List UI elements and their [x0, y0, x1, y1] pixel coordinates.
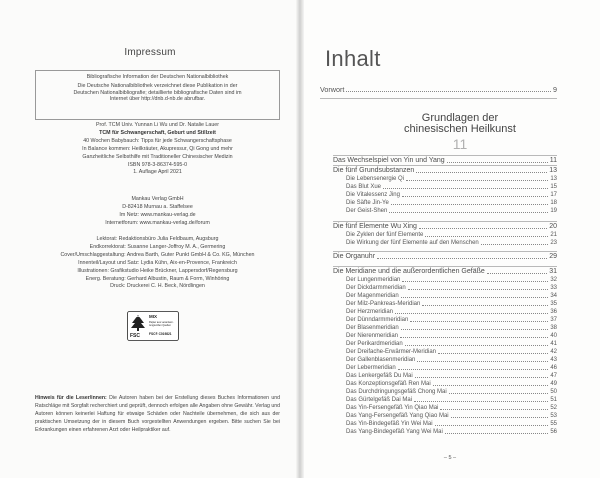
toc-leader [401, 329, 549, 330]
toc-entry[interactable] [333, 253, 557, 261]
credit-line: Energ. Beratung: Gerhard Albustin, Raum & Form, Winhöring [85, 275, 230, 282]
publisher-line: Mankau Verlag GmbH [131, 196, 184, 202]
toc-entry-page: 55 [550, 421, 557, 427]
toc-leader [440, 409, 548, 410]
book-spine [296, 0, 304, 478]
toc-entry[interactable] [346, 388, 557, 396]
toc-entry-page: 18 [550, 200, 557, 206]
toc-leader [410, 321, 548, 322]
toc-entry-page: 9 [553, 85, 557, 94]
toc-entry[interactable] [346, 191, 557, 199]
toc-entry[interactable] [346, 372, 557, 380]
toc-entry-label: Das Lenkergefäß Du Mai [346, 373, 413, 379]
toc-entry-page: 32 [550, 277, 557, 283]
toc-entry[interactable] [346, 231, 557, 239]
toc-leader [402, 281, 548, 282]
toc-leader [451, 417, 549, 418]
toc-entry[interactable] [346, 340, 557, 348]
toc-entry-page: 20 [549, 223, 557, 230]
toc-leader [433, 385, 549, 386]
toc-leader [447, 162, 548, 163]
toc-entry[interactable] [346, 308, 557, 316]
toc-leader [445, 433, 548, 434]
toc-entry-label: Die Meridiane und die außerordentlichen Gefäße [333, 268, 485, 275]
toc-entry[interactable] [346, 396, 557, 404]
toc-entry-page: 29 [549, 253, 557, 260]
toc-entry[interactable] [346, 364, 557, 372]
toc-entry-label: Der Blasenmeridian [346, 325, 399, 331]
toc-entry[interactable] [346, 428, 557, 436]
toc-entry-label: Das Yang-Bindegefäß Yang Wei Mai [346, 429, 443, 435]
toc-entry[interactable] [346, 404, 557, 412]
credit-line: Druck: Druckerei C. H. Beck, Nördlingen [110, 283, 205, 290]
toc-entry-label: Der Nierenmeridian [346, 333, 399, 339]
bib-line: Deutschen Nationalbibliografie; detaillierte bibliografische Daten sind im [73, 89, 242, 96]
toc-entry-label: Der Dreifache-Erwärmer-Meridian [346, 349, 437, 355]
impressum-title: Impressum [124, 47, 176, 58]
bib-line: Internet über http://dnb.d-nb.de abrufbar. [109, 96, 206, 103]
toc-entry[interactable] [346, 199, 557, 207]
toc-entry-label: Das Yin-Bindegefäß Yin Wei Mai [346, 421, 433, 427]
bibliographic-info-box [35, 70, 280, 120]
page-number: – 5 – [443, 455, 457, 461]
toc-entry-label: Das Konzeptionsgefäß Ren Mai [346, 381, 431, 387]
toc-entry-page: 56 [550, 429, 557, 435]
credit-line: Endkorrektorat: Susanne Langer-Joffroy M. A., Germering [89, 243, 226, 250]
toc-entry-page: 11 [549, 157, 557, 164]
toc-entry-page: 13 [550, 176, 557, 182]
toc-entry[interactable] [346, 175, 557, 183]
toc-entry-page: 47 [550, 373, 557, 379]
toc-entry-label: Das Yang-Fersengefäß Yang Qiao Mai [346, 413, 449, 419]
toc-leader [391, 204, 549, 205]
toc-leader [395, 313, 548, 314]
publisher-line: Im Netz: www.mankau-verlag.de [119, 211, 196, 218]
toc-leader [449, 393, 549, 394]
toc-entry-page: 38 [550, 325, 557, 331]
toc-entry-page: 37 [550, 317, 557, 323]
toc-leader [415, 377, 549, 378]
toc-leader [405, 345, 549, 346]
toc-leader [416, 172, 547, 173]
toc-entry-label: Das Yin-Fersengefäß Yin Qiao Mai [346, 405, 439, 411]
divider [333, 155, 557, 156]
toc-entry[interactable] [346, 183, 557, 191]
toc-entry[interactable] [346, 332, 557, 340]
edition: 1. Auflage April 2021 [133, 169, 182, 176]
toc-entry-label: Die Vitalessenz Jing [346, 192, 400, 198]
divider [333, 251, 557, 252]
toc-entry-page: 53 [550, 413, 557, 419]
publisher-line: D-82418 Murnau a. Staffelsee [122, 203, 193, 210]
toc-entry-label: Die fünf Grundsubstanzen [333, 167, 415, 174]
toc-entry[interactable] [346, 276, 557, 284]
toc-entry[interactable] [346, 356, 557, 364]
toc-entry-page: 41 [550, 341, 557, 347]
divider [333, 221, 557, 222]
fsc-line: tungsvollen Quellen [149, 324, 171, 327]
toc-entry-label: Vorwort [320, 85, 345, 94]
toc-entry[interactable] [333, 167, 557, 175]
toc-entry-label: Die Lebensenergie Qi [346, 176, 405, 182]
toc-entry-label: Der Dickdarmmeridian [346, 285, 406, 291]
section-title-line: chinesischen Heilkunst [404, 123, 516, 135]
toc-leader [377, 258, 547, 259]
toc-leader [398, 369, 549, 370]
isbn: ISBN 978-3-86374-595-0 [127, 161, 188, 168]
reader-notice-text: Die Autoren haben bei der Erstellung dieses Buches Informationen und Ratschläge mit Sorgfalt recherchiert und geprüft, dennoch erfolgen alle Angaben ohne Gewähr. Verlag und Autoren können keinerlei Haftung für etwaige Schäden oder Nachteile übernehmen, die sich aus der praktischen Umsetzung der in diesem Buch vorgestellten Anwendungen ergeben. Bitte suchen Sie bei Erkrankungen einen erfahrenen Arzt oder Heilpraktiker auf. [35, 395, 280, 433]
toc-leader [417, 361, 548, 362]
toc-leader [422, 305, 548, 306]
toc-entry-label: Der Lebermeridian [346, 365, 396, 371]
toc-entry-label: Der Herzmeridian [346, 309, 394, 315]
toc-entry-page: 52 [550, 405, 557, 411]
section-number: 11 [452, 136, 468, 152]
toc-entry-label: Das Durchdringungsgefäß Chong Mai [346, 389, 447, 395]
toc-entry-label: Das Blut Xue [346, 184, 382, 190]
credit-line: Lektorat: Redaktionsbüro Julia Feldbaum, Augsburg [96, 236, 219, 242]
toc-entry[interactable] [346, 284, 557, 292]
toc-entry[interactable] [346, 207, 557, 215]
toc-entry-label: Die Wirkung der fünf Elemente auf den Menschen [346, 240, 479, 246]
toc-entry-label: Der Dünndarmmeridian [346, 317, 409, 323]
toc-entry[interactable] [346, 420, 557, 428]
toc-leader [419, 228, 547, 229]
toc-entry-page: 31 [549, 268, 557, 275]
toc-entry-label: Das Wechselspiel von Yin und Yang [333, 157, 445, 164]
fsc-logo-icon [127, 311, 179, 341]
credit-line: Innenteil/Layout und Satz: Lydia Kühn, Aix-en-Provence, Frankreich [78, 259, 237, 266]
book-info-line: Ganzheitliche Selbsthilfe mit Traditioneller Chinesischer Medizin [82, 153, 233, 160]
toc-entry-label: Der Perikardmeridian [346, 341, 403, 347]
toc-entry[interactable] [333, 268, 557, 276]
toc-entry-vorwort[interactable] [320, 86, 557, 94]
toc-entry[interactable] [346, 324, 557, 332]
bib-line: Die Deutsche Nationalbibliothek verzeichnet diese Publikation in der [77, 83, 238, 89]
divider [320, 98, 557, 99]
toc-entry[interactable] [346, 348, 557, 356]
toc-entry-page: 35 [550, 301, 557, 307]
toc-entry-page: 51 [550, 397, 557, 403]
toc-entry-page: 13 [549, 167, 557, 174]
toc-leader [414, 401, 548, 402]
divider [333, 266, 557, 267]
bib-heading: Bibliografische Information der Deutschen Nationalbibliothek [86, 74, 229, 80]
fsc-line: Papier aus verantwor- [149, 321, 174, 324]
toc-entry-page: 40 [550, 333, 557, 339]
fsc-mark: FSC [130, 333, 140, 339]
toc-entry[interactable] [346, 316, 557, 324]
toc-entry[interactable] [333, 223, 557, 231]
toc-leader [438, 353, 548, 354]
toc-entry-page: 46 [550, 365, 557, 371]
section-title-line: Grundlagen der [421, 112, 499, 124]
toc-entry-page: 49 [550, 381, 557, 387]
toc-entry[interactable] [333, 157, 557, 165]
toc-leader [400, 337, 548, 338]
toc-leader [435, 425, 549, 426]
toc-entry-label: Der Geist-Shen [346, 208, 388, 214]
toc-leader [383, 188, 548, 189]
credit-line: Cover/Umschlaggestaltung: Andrea Barth, Guter Punkt GmbH & Co. KG, München [60, 251, 255, 258]
divider [333, 165, 557, 166]
toc-leader [402, 196, 548, 197]
toc-entry-label: Der Gallenblasenmeridian [346, 357, 416, 363]
toc-entry-label: Der Milz-Pankreas-Meridian [346, 301, 421, 307]
toc-leader [406, 180, 548, 181]
toc-entry-page: 15 [550, 184, 557, 190]
book-info-line: 40 Wochen Babybauch: Tipps für jede Schwangerschaftsphase [83, 137, 232, 144]
toc-entry-label: Die Zyklen der fünf Elemente [346, 232, 424, 238]
toc-entry[interactable] [346, 412, 557, 420]
book-info [35, 122, 280, 177]
toc-entry-page: 19 [550, 208, 557, 214]
toc-entry-page: 21 [550, 232, 557, 238]
contents-title: Inhalt [325, 46, 381, 71]
toc-leader [401, 297, 549, 298]
toc-leader [425, 236, 548, 237]
toc-entry-page: 42 [550, 349, 557, 355]
toc-entry-page: 43 [550, 357, 557, 363]
publisher-info [35, 196, 280, 228]
fsc-code: FSC® C019821 [149, 332, 172, 336]
reader-notice [35, 394, 280, 434]
toc-entry-label: Das Gürtelgefäß Dai Mai [346, 397, 413, 403]
toc-leader [481, 244, 549, 245]
toc-entry-page: 36 [550, 309, 557, 315]
toc-entry[interactable] [346, 292, 557, 300]
book-authors: Prof. TCM Univ. Yunnan Li Wu und Dr. Natalie Lauer [96, 122, 219, 128]
toc-entry-page: 50 [550, 389, 557, 395]
toc-entry-label: Der Lungenmeridian [346, 277, 401, 283]
publisher-line: Internetforum: www.mankau-verlag.de/forum [105, 219, 210, 226]
toc-entry-page: 17 [550, 192, 557, 198]
fsc-mix: MIX [149, 314, 158, 319]
toc-entry-label: Der Magenmeridian [346, 293, 399, 299]
toc-leader [487, 273, 547, 274]
toc-entry[interactable] [346, 239, 557, 247]
reader-notice-label: Hinweis für die Leser/innen: [35, 395, 107, 401]
credit-line: Illustrationen: Grafikstudio Heike Brückner, Lappersdorf/Regensburg [77, 267, 238, 274]
toc-leader [389, 212, 548, 213]
toc-entry[interactable] [346, 300, 557, 308]
toc-entry-label: Die Organuhr [333, 253, 376, 260]
toc-leader [408, 289, 549, 290]
toc-entry-label: Die fünf Elemente Wu Xing [333, 223, 417, 230]
credits [35, 236, 280, 291]
toc-entry-page: 23 [550, 240, 557, 246]
book-info-line: In Balance kommen: Heilkräuter, Akupressur, Qi Gong und mehr [82, 145, 233, 152]
section-title [360, 113, 560, 135]
toc-leader [346, 91, 551, 92]
toc-entry-page: 33 [550, 285, 557, 291]
toc-entry-label: Die Säfte Jin-Ye [346, 200, 389, 206]
book-title: TCM für Schwangerschaft, Geburt und Stillzeit [99, 129, 216, 136]
toc-entry-page: 34 [550, 293, 557, 299]
toc-entry[interactable] [346, 380, 557, 388]
